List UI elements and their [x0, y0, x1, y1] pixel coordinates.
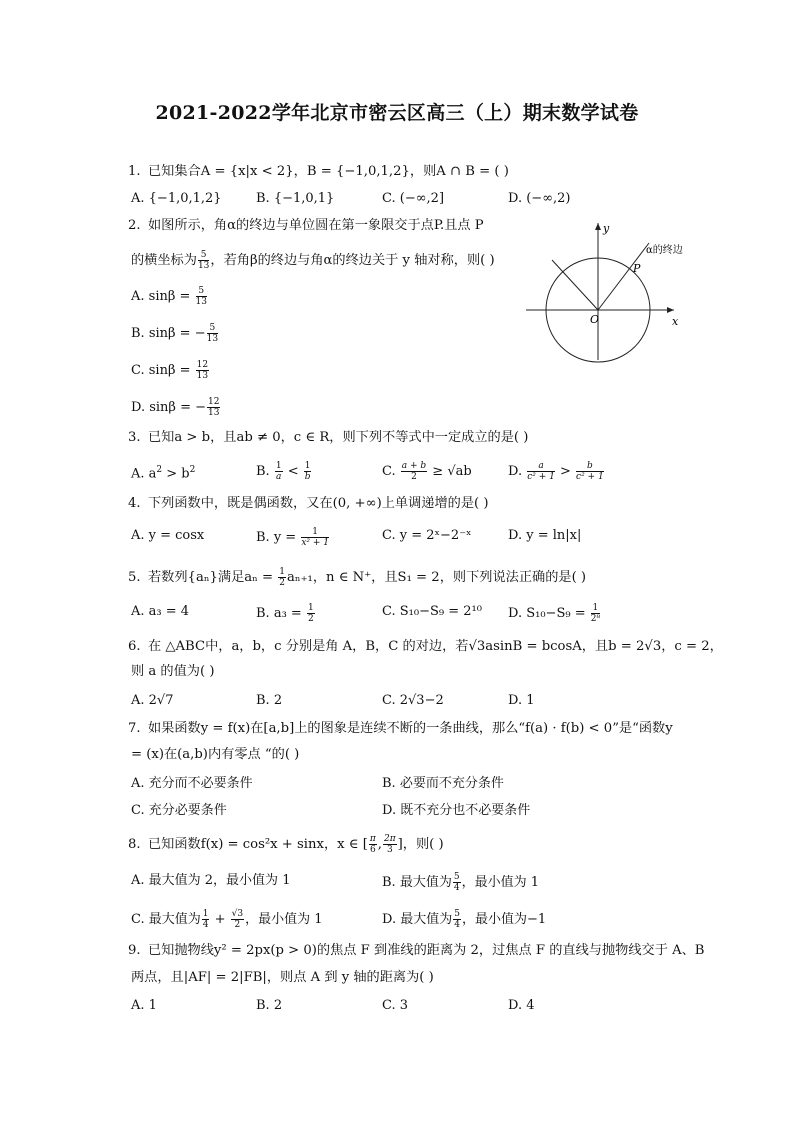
question-stem: 已知a > b，且ab ≠ 0，c ∈ R，则下列不等式中一定成立的是( ) [148, 430, 529, 445]
question-number: 9. [128, 943, 141, 958]
fraction: $\frac{5}{13}$ [197, 250, 210, 271]
q9-option-d: D. 4 [508, 998, 535, 1013]
question-9-line-2: 两点，且|AF| = 2|FB|，则点 A 到 y 轴的距离为( ) [131, 970, 434, 985]
q8-option-c: C. 最大值为 $\frac{1}{4}$ + $\frac{√3}{2}$ ，最小值为 1 [131, 909, 323, 930]
stem-text: 已知函数f(x) = cos²x + sinx，x ∈ [ [148, 837, 368, 852]
q9-option-c: C. 3 [382, 998, 409, 1013]
question-7 [128, 720, 673, 738]
q3-option-b: B. $\frac{1}{a}$ < $\frac{1}{b}$ [256, 461, 311, 482]
q2-option-b: B. sinβ = − $\frac{5}{13}$ [131, 323, 219, 344]
unit-circle-figure [522, 213, 692, 367]
q7-option-a: A. 充分而不必要条件 [131, 776, 253, 791]
q3-option-d: D. $\frac{a}{\text{c² + 1}}$ > $\frac{b}{\text{c² + 1}}$ [508, 461, 604, 482]
question-stem: 已知抛物线y² = 2px(p > 0)的焦点 F 到准线的距离为 2，过焦点 F 的直线与抛物线交于 A、B [148, 943, 705, 958]
q1-option-a: A. {−1,0,1,2} [131, 191, 222, 206]
q6-option-a: A. 2√7 [131, 693, 174, 708]
question-number: 2. [128, 218, 141, 233]
q8-option-d: D. 最大值为 $\frac{5}{4}$ ，最小值为−1 [382, 909, 547, 930]
question-stem: 如果函数y = f(x)在[a,b]上的图象是连续不断的一条曲线，那么“f(a) · f(b) < 0”是“函数y [148, 721, 673, 736]
question-stem: 如图所示，角α的终边与单位圆在第一象限交于点P.且点 P [148, 218, 484, 233]
question-8: 8. 已知函数f(x) = cos²x + sinx，x ∈ [ $\frac{\pi}{6}$ , $\frac{2\pi}{3}$ ]，则( ) [128, 834, 444, 855]
q7-option-d: D. 既不充分也不必要条件 [382, 803, 531, 818]
stem-text: 若数列{aₙ}满足aₙ = [148, 570, 278, 585]
question-4 [128, 495, 489, 513]
page-title: 2021-2022学年北京市密云区高三（上）期末数学试卷 [155, 102, 639, 124]
origin-label: O [590, 313, 600, 326]
q6-option-b: B. 2 [256, 693, 283, 708]
question-number: 5. [128, 570, 141, 585]
q3-option-a: A. $a^2 > b^2$ [131, 465, 196, 482]
stem-text: aₙ₊₁，n ∈ N⁺，且S₁ = 2，则下列说法正确的是( ) [287, 570, 587, 585]
q5-option-a: A. a₃ = 4 [131, 604, 190, 619]
point-p-label: P [633, 262, 641, 275]
question-1 [128, 163, 509, 181]
stem-text: 的横坐标为 [131, 253, 197, 268]
q5-option-c: C. S₁₀−S₉ = 2¹⁰ [382, 604, 482, 619]
q4-option-d: D. y = ln|x| [508, 528, 582, 543]
question-stem: 在 △ABC中，a，b，c 分别是角 A，B，C 的对边，若√3asinB = bcosA，且b = 2√3，c = 2， [148, 639, 723, 654]
stem-text: ]，则( ) [397, 837, 444, 852]
q8-option-a: A. 最大值为 2，最小值为 1 [131, 873, 291, 888]
q2-option-c: C. sinβ = $\frac{12}{13}$ [131, 360, 209, 381]
question-6-line-2: 则 a 的值为( ) [131, 664, 215, 679]
question-2 [128, 217, 484, 235]
q3-option-c: C. $\frac{a + b}{2}$ ≥ √ab [382, 461, 472, 482]
alpha-terminal-label: α的终边 [646, 245, 683, 256]
q4-option-a: A. y = cosx [131, 528, 205, 543]
q2-option-a: A. sinβ = $\frac{5}{13}$ [131, 286, 207, 307]
q1-option-d: D. (−∞,2) [508, 191, 571, 206]
x-axis-label: x [672, 315, 679, 328]
q9-option-b: B. 2 [256, 998, 283, 1013]
q5-option-b: B. a₃ = $\frac{1}{2}$ [256, 603, 314, 624]
question-5 [128, 567, 586, 588]
q8-option-b: B. 最大值为 $\frac{5}{4}$ ，最小值为 1 [382, 872, 539, 893]
y-axis-label: y [603, 222, 610, 235]
question-9 [128, 942, 705, 960]
q4-option-c: C. y = 2ˣ−2⁻ˣ [382, 528, 472, 543]
question-2-line-2 [131, 250, 495, 271]
question-6 [128, 638, 723, 656]
question-7-line-2: = (x)在(a,b)内有零点 “的( ) [131, 747, 300, 762]
q7-option-b: B. 必要而不充分条件 [382, 776, 504, 791]
q6-option-d: D. 1 [508, 693, 535, 708]
stem-text: ，若角β的终边与角α的终边关于 y 轴对称，则( ) [210, 253, 495, 268]
question-number: 8. [128, 837, 141, 852]
q1-option-b: B. {−1,0,1} [256, 191, 335, 206]
question-number: 4. [128, 496, 141, 511]
question-3 [128, 429, 528, 447]
q5-option-d: D. S₁₀−S₉ = $\frac{1}{\text{2⁸}}$ [508, 603, 601, 624]
q4-option-b: B. y = $\frac{1}{\text{x² + 1}}$ [256, 527, 330, 548]
q9-option-a: A. 1 [131, 998, 157, 1013]
question-number: 6. [128, 639, 141, 654]
q6-option-c: C. 2√3−2 [382, 693, 444, 708]
question-stem: 已知集合A = {x|x < 2}，B = {−1,0,1,2}，则A ∩ B = ( ) [148, 164, 509, 179]
q7-option-c: C. 充分必要条件 [131, 803, 227, 818]
question-number: 7. [128, 721, 141, 736]
q2-option-d: D. sinβ = − $\frac{12}{13}$ [131, 397, 220, 418]
question-number: 3. [128, 430, 141, 445]
fraction: $\frac{1}{2}$ [279, 567, 286, 588]
question-stem: 下列函数中，既是偶函数，又在(0, +∞)上单调递增的是( ) [148, 496, 489, 511]
question-number: 1. [128, 164, 141, 179]
q1-option-c: C. (−∞,2] [382, 191, 445, 206]
